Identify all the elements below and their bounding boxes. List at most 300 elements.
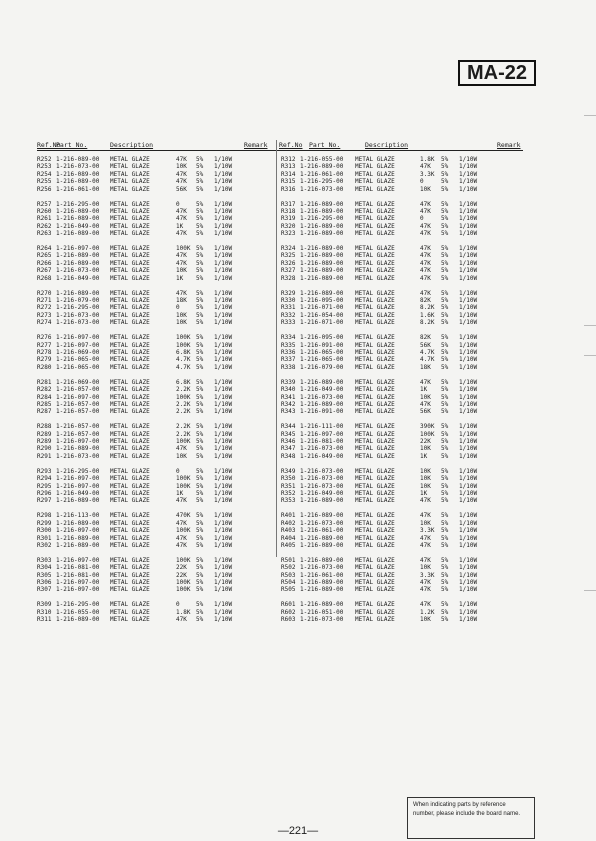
table-row xyxy=(281,319,525,326)
tolerance-cell: 5% xyxy=(196,289,204,297)
value-cell: 100K xyxy=(176,341,191,349)
edge-mark xyxy=(584,590,596,591)
table-row xyxy=(281,401,525,408)
ref-no-cell: R267 xyxy=(37,267,52,275)
description-cell: METAL GLAZE xyxy=(110,274,150,282)
table-row xyxy=(37,297,273,304)
ref-no-cell: R270 xyxy=(37,289,52,297)
ref-no-cell: R299 xyxy=(37,519,52,527)
value-cell: 1K xyxy=(176,490,184,497)
wattage-cell: 1/10W xyxy=(459,467,478,475)
table-row xyxy=(37,453,273,460)
part-no-cell: 1-216-071-00 xyxy=(300,319,344,327)
value-cell: 10K xyxy=(176,267,187,275)
value-cell: 2.2K xyxy=(176,423,191,431)
description-cell: METAL GLAZE xyxy=(110,534,150,542)
description-cell: METAL GLAZE xyxy=(355,311,395,319)
ref-no-cell: R291 xyxy=(37,452,52,460)
remark-header: Remark xyxy=(244,141,268,149)
table-row xyxy=(281,586,525,593)
table-row xyxy=(281,423,525,430)
wattage-cell: 1/10W xyxy=(459,608,478,616)
part-no-cell: 1-216-089-00 xyxy=(300,252,344,260)
row-group xyxy=(281,423,525,460)
part-no-cell: 1-216-073-00 xyxy=(300,467,344,475)
description-cell: METAL GLAZE xyxy=(355,304,395,312)
wattage-cell: 1/10W xyxy=(214,400,233,408)
description-cell: METAL GLAZE xyxy=(355,348,395,356)
ref-no-cell: R310 xyxy=(37,608,52,616)
wattage-cell: 1/10W xyxy=(214,586,233,594)
part-no-cell: 1-216-097-00 xyxy=(56,556,100,564)
ref-no-cell: R338 xyxy=(281,363,296,371)
value-cell: 10K xyxy=(176,311,187,319)
tolerance-cell: 5% xyxy=(196,490,204,497)
edge-mark xyxy=(584,115,596,116)
part-no-cell: 1-216-061-00 xyxy=(300,527,344,535)
table-row xyxy=(37,572,273,579)
description-cell: METAL GLAZE xyxy=(110,571,150,579)
value-cell: 82K xyxy=(420,334,431,342)
description-cell: METAL GLAZE xyxy=(355,475,395,483)
table-row xyxy=(281,497,525,504)
ref-no-cell: R282 xyxy=(37,386,52,394)
part-no-cell: 1-216-057-00 xyxy=(56,408,100,416)
wattage-cell: 1/10W xyxy=(459,497,478,505)
description-cell: METAL GLAZE xyxy=(110,430,150,438)
wattage-cell: 1/10W xyxy=(214,541,233,549)
part-no-cell: 1-216-089-00 xyxy=(56,445,100,453)
row-group xyxy=(281,334,525,371)
tolerance-cell: 5% xyxy=(441,608,449,616)
part-no-cell: 1-216-089-00 xyxy=(300,534,344,542)
description-cell: METAL GLAZE xyxy=(355,408,395,416)
part-no-cell: 1-216-073-00 xyxy=(56,311,100,319)
description-cell: METAL GLAZE xyxy=(355,274,395,282)
value-cell: 0 xyxy=(176,467,180,475)
row-group xyxy=(37,468,273,505)
value-cell: 0 xyxy=(176,200,180,208)
wattage-cell: 1/10W xyxy=(214,245,233,253)
row-group xyxy=(37,334,273,371)
part-no-cell: 1-216-065-00 xyxy=(56,363,100,371)
description-cell: METAL GLAZE xyxy=(110,564,150,572)
tolerance-cell: 5% xyxy=(441,564,449,572)
part-no-cell: 1-216-061-00 xyxy=(300,170,344,178)
ref-no-cell: R403 xyxy=(281,527,296,535)
description-cell: METAL GLAZE xyxy=(355,252,395,260)
wattage-cell: 1/10W xyxy=(214,475,233,483)
value-cell: 82K xyxy=(420,297,431,305)
tolerance-cell: 5% xyxy=(441,178,449,186)
tolerance-cell: 5% xyxy=(441,267,449,275)
description-cell: METAL GLAZE xyxy=(355,571,395,579)
description-cell: METAL GLAZE xyxy=(110,393,150,401)
description-cell: METAL GLAZE xyxy=(355,423,395,431)
value-cell: 10K xyxy=(420,393,431,401)
ref-no-cell: R271 xyxy=(37,297,52,305)
ref-no-cell: R345 xyxy=(281,430,296,438)
value-cell: 18K xyxy=(176,297,187,305)
tolerance-cell: 5% xyxy=(196,319,204,327)
part-no-cell: 1-216-089-00 xyxy=(56,541,100,549)
table-row xyxy=(281,267,525,274)
value-cell: 100K xyxy=(176,579,191,587)
value-cell: 1K xyxy=(420,490,428,497)
table-row xyxy=(37,579,273,586)
wattage-cell: 1/10W xyxy=(459,423,478,431)
description-cell: METAL GLAZE xyxy=(110,334,150,342)
ref-no-cell: R344 xyxy=(281,423,296,431)
wattage-cell: 1/10W xyxy=(459,200,478,208)
value-cell: 100K xyxy=(176,482,191,490)
description-header: Description xyxy=(110,141,154,149)
part-no-cell: 1-216-089-00 xyxy=(300,222,344,230)
table-row xyxy=(37,586,273,593)
table-row xyxy=(37,312,273,319)
table-row xyxy=(281,408,525,415)
value-cell: 0 xyxy=(420,178,424,186)
table-row xyxy=(281,445,525,452)
table-row xyxy=(37,304,273,311)
value-cell: 100K xyxy=(420,430,435,438)
ref-no-cell: R257 xyxy=(37,200,52,208)
description-cell: METAL GLAZE xyxy=(110,200,150,208)
ref-no-cell: R302 xyxy=(37,541,52,549)
tolerance-cell: 5% xyxy=(196,356,204,364)
part-no-cell: 1-216-057-00 xyxy=(56,400,100,408)
tolerance-cell: 5% xyxy=(441,363,449,371)
wattage-cell: 1/10W xyxy=(214,564,233,572)
description-cell: METAL GLAZE xyxy=(110,438,150,446)
tolerance-cell: 5% xyxy=(441,400,449,408)
tolerance-cell: 5% xyxy=(196,601,204,609)
row-group xyxy=(281,557,525,594)
wattage-cell: 1/10W xyxy=(214,341,233,349)
table-row xyxy=(281,490,525,497)
value-cell: 0 xyxy=(420,215,424,223)
parts-table-left xyxy=(37,156,273,631)
value-cell: 1K xyxy=(176,274,184,282)
ref-no-cell: R319 xyxy=(281,215,296,223)
table-row xyxy=(37,445,273,452)
tolerance-cell: 5% xyxy=(196,311,204,319)
value-cell: 100K xyxy=(176,245,191,253)
row-group xyxy=(37,245,273,282)
part-no-cell: 1-216-097-00 xyxy=(56,334,100,342)
wattage-cell: 1/10W xyxy=(214,490,233,497)
wattage-cell: 1/10W xyxy=(459,163,478,171)
value-cell: 47K xyxy=(176,252,187,260)
wattage-cell: 1/10W xyxy=(459,512,478,520)
tolerance-cell: 5% xyxy=(196,571,204,579)
table-row xyxy=(281,186,525,193)
ref-no-cell: R266 xyxy=(37,259,52,267)
value-cell: 4.7K xyxy=(176,363,191,371)
wattage-cell: 1/10W xyxy=(214,178,233,186)
value-cell: 4.7K xyxy=(420,348,435,356)
description-cell: METAL GLAZE xyxy=(355,616,395,624)
part-no-cell: 1-216-057-00 xyxy=(56,386,100,394)
wattage-cell: 1/10W xyxy=(459,408,478,416)
description-cell: METAL GLAZE xyxy=(110,497,150,505)
tolerance-cell: 5% xyxy=(441,311,449,319)
ref-no-cell: R272 xyxy=(37,304,52,312)
header-rule xyxy=(37,150,523,151)
value-cell: 56K xyxy=(176,185,187,193)
description-cell: METAL GLAZE xyxy=(355,170,395,178)
value-cell: 47K xyxy=(420,400,431,408)
part-no-cell: 1-216-089-00 xyxy=(300,245,344,253)
value-cell: 47K xyxy=(176,445,187,453)
value-cell: 10K xyxy=(420,445,431,453)
description-cell: METAL GLAZE xyxy=(355,185,395,193)
ref-no-cell: R601 xyxy=(281,601,296,609)
ref-no-cell: R334 xyxy=(281,334,296,342)
part-no-cell: 1-216-079-00 xyxy=(56,297,100,305)
description-cell: METAL GLAZE xyxy=(355,438,395,446)
table-row xyxy=(281,290,525,297)
ref-no-cell: R405 xyxy=(281,541,296,549)
description-cell: METAL GLAZE xyxy=(355,334,395,342)
description-cell: METAL GLAZE xyxy=(355,490,395,497)
tolerance-cell: 5% xyxy=(441,512,449,520)
table-row xyxy=(37,616,273,623)
table-row xyxy=(37,609,273,616)
row-group xyxy=(37,201,273,238)
value-cell: 47K xyxy=(420,222,431,230)
value-cell: 2.2K xyxy=(176,386,191,394)
description-cell: METAL GLAZE xyxy=(355,579,395,587)
ref-no-cell: R342 xyxy=(281,400,296,408)
wattage-cell: 1/10W xyxy=(214,556,233,564)
part-no-cell: 1-216-089-00 xyxy=(300,541,344,549)
wattage-cell: 1/10W xyxy=(214,363,233,371)
part-no-cell: 1-216-089-00 xyxy=(300,274,344,282)
description-cell: METAL GLAZE xyxy=(110,259,150,267)
value-cell: 47K xyxy=(176,215,187,223)
table-row xyxy=(37,178,273,185)
wattage-cell: 1/10W xyxy=(214,215,233,223)
description-cell: METAL GLAZE xyxy=(355,393,395,401)
tolerance-cell: 5% xyxy=(196,341,204,349)
part-no-cell: 1-216-089-00 xyxy=(300,289,344,297)
tolerance-cell: 5% xyxy=(196,185,204,193)
part-no-cell: 1-216-089-00 xyxy=(300,259,344,267)
wattage-cell: 1/10W xyxy=(459,156,478,163)
tolerance-cell: 5% xyxy=(441,386,449,394)
tolerance-cell: 5% xyxy=(441,297,449,305)
tolerance-cell: 5% xyxy=(196,541,204,549)
tolerance-cell: 5% xyxy=(441,430,449,438)
description-cell: METAL GLAZE xyxy=(355,341,395,349)
ref-no-cell: R261 xyxy=(37,215,52,223)
part-no-cell: 1-216-049-00 xyxy=(300,452,344,460)
table-row xyxy=(37,156,273,163)
table-row xyxy=(281,215,525,222)
table-row xyxy=(37,208,273,215)
tolerance-cell: 5% xyxy=(196,178,204,186)
description-cell: METAL GLAZE xyxy=(110,267,150,275)
table-row xyxy=(281,223,525,230)
wattage-cell: 1/10W xyxy=(459,334,478,342)
part-no-cell: 1-216-073-00 xyxy=(56,319,100,327)
ref-no-cell: R305 xyxy=(37,571,52,579)
description-cell: METAL GLAZE xyxy=(355,430,395,438)
wattage-cell: 1/10W xyxy=(459,475,478,483)
ref-no-cell: R265 xyxy=(37,252,52,260)
description-cell: METAL GLAZE xyxy=(110,207,150,215)
part-no-cell: 1-216-095-00 xyxy=(300,297,344,305)
value-cell: 8.2K xyxy=(420,304,435,312)
row-group xyxy=(281,245,525,282)
wattage-cell: 1/10W xyxy=(459,527,478,535)
value-cell: 47K xyxy=(176,616,187,624)
value-cell: 47K xyxy=(176,170,187,178)
ref-no-cell: R284 xyxy=(37,393,52,401)
table-row xyxy=(37,408,273,415)
wattage-cell: 1/10W xyxy=(214,185,233,193)
wattage-cell: 1/10W xyxy=(459,519,478,527)
ref-no-cell: R280 xyxy=(37,363,52,371)
row-group xyxy=(281,290,525,327)
part-no-cell: 1-216-295-00 xyxy=(300,178,344,186)
ref-no-cell: R336 xyxy=(281,348,296,356)
part-no-cell: 1-216-051-00 xyxy=(300,608,344,616)
tolerance-cell: 5% xyxy=(441,541,449,549)
table-row xyxy=(281,483,525,490)
table-row xyxy=(37,431,273,438)
ref-no-cell: R320 xyxy=(281,222,296,230)
description-cell: METAL GLAZE xyxy=(355,178,395,186)
value-cell: 10K xyxy=(420,467,431,475)
part-no-cell: 1-216-069-00 xyxy=(56,378,100,386)
value-cell: 22K xyxy=(420,438,431,446)
row-group xyxy=(281,201,525,238)
description-cell: METAL GLAZE xyxy=(355,289,395,297)
part-no-cell: 1-216-097-00 xyxy=(56,393,100,401)
description-cell: METAL GLAZE xyxy=(110,519,150,527)
part-no-cell: 1-216-089-00 xyxy=(56,170,100,178)
tolerance-cell: 5% xyxy=(441,170,449,178)
description-cell: METAL GLAZE xyxy=(110,586,150,594)
tolerance-cell: 5% xyxy=(441,601,449,609)
table-row xyxy=(37,171,273,178)
row-group xyxy=(281,601,525,623)
ref-no-cell: R289 xyxy=(37,430,52,438)
description-cell: METAL GLAZE xyxy=(355,386,395,394)
value-cell: 1.2K xyxy=(420,608,435,616)
wattage-cell: 1/10W xyxy=(459,178,478,186)
part-no-cell: 1-216-097-00 xyxy=(56,438,100,446)
table-row xyxy=(281,564,525,571)
ref-no-cell: R333 xyxy=(281,319,296,327)
ref-no-cell: R314 xyxy=(281,170,296,178)
part-no-cell: 1-216-073-00 xyxy=(56,452,100,460)
ref-no-cell: R264 xyxy=(37,245,52,253)
ref-no-cell: R347 xyxy=(281,445,296,453)
value-cell: 47K xyxy=(420,289,431,297)
table-row xyxy=(37,386,273,393)
description-cell: METAL GLAZE xyxy=(355,482,395,490)
part-no-cell: 1-216-089-00 xyxy=(300,267,344,275)
description-cell: METAL GLAZE xyxy=(110,386,150,394)
table-row xyxy=(281,297,525,304)
tolerance-cell: 5% xyxy=(441,356,449,364)
tolerance-cell: 5% xyxy=(441,527,449,535)
part-no-cell: 1-216-113-00 xyxy=(56,512,100,520)
part-no-cell: 1-216-091-00 xyxy=(300,341,344,349)
wattage-cell: 1/10W xyxy=(459,534,478,542)
wattage-cell: 1/10W xyxy=(214,297,233,305)
part-no-cell: 1-216-089-00 xyxy=(56,616,100,624)
description-cell: METAL GLAZE xyxy=(355,356,395,364)
ref-no-cell: R316 xyxy=(281,185,296,193)
table-row xyxy=(281,438,525,445)
table-row xyxy=(281,201,525,208)
value-cell: 10K xyxy=(420,482,431,490)
part-no-cell: 1-216-081-00 xyxy=(300,438,344,446)
part-no-cell: 1-216-049-00 xyxy=(300,386,344,394)
value-cell: 10K xyxy=(420,185,431,193)
part-no-cell: 1-216-073-00 xyxy=(300,393,344,401)
table-row xyxy=(281,431,525,438)
wattage-cell: 1/10W xyxy=(214,222,233,230)
part-no-cell: 1-216-097-00 xyxy=(56,475,100,483)
tolerance-cell: 5% xyxy=(441,378,449,386)
wattage-cell: 1/10W xyxy=(459,304,478,312)
table-row xyxy=(281,616,525,623)
tolerance-cell: 5% xyxy=(441,289,449,297)
table-row xyxy=(37,201,273,208)
description-cell: METAL GLAZE xyxy=(110,245,150,253)
wattage-cell: 1/10W xyxy=(214,200,233,208)
value-cell: 47K xyxy=(420,541,431,549)
tolerance-cell: 5% xyxy=(196,586,204,594)
value-cell: 1.6K xyxy=(420,311,435,319)
value-cell: 47K xyxy=(176,156,187,163)
part-no-cell: 1-216-295-00 xyxy=(56,200,100,208)
column-divider xyxy=(276,140,277,557)
part-no-cell: 1-216-071-00 xyxy=(300,304,344,312)
description-cell: METAL GLAZE xyxy=(110,475,150,483)
description-cell: METAL GLAZE xyxy=(110,348,150,356)
part-no-cell: 1-216-049-00 xyxy=(56,222,100,230)
ref-no-cell: R602 xyxy=(281,608,296,616)
tolerance-cell: 5% xyxy=(196,348,204,356)
value-cell: 100K xyxy=(176,586,191,594)
tolerance-cell: 5% xyxy=(441,534,449,542)
table-row xyxy=(281,171,525,178)
wattage-cell: 1/10W xyxy=(459,356,478,364)
value-cell: 47K xyxy=(420,274,431,282)
tolerance-cell: 5% xyxy=(196,579,204,587)
tolerance-cell: 5% xyxy=(196,475,204,483)
table-row xyxy=(37,223,273,230)
wattage-cell: 1/10W xyxy=(459,230,478,238)
value-cell: 1K xyxy=(420,386,428,394)
tolerance-cell: 5% xyxy=(441,467,449,475)
tolerance-cell: 5% xyxy=(441,475,449,483)
table-row xyxy=(37,601,273,608)
ref-no-cell: R341 xyxy=(281,393,296,401)
page-label: MA-22 xyxy=(458,60,536,86)
wattage-cell: 1/10W xyxy=(214,378,233,386)
ref-no-cell: R260 xyxy=(37,207,52,215)
table-row xyxy=(281,475,525,482)
tolerance-cell: 5% xyxy=(196,452,204,460)
wattage-cell: 1/10W xyxy=(459,400,478,408)
